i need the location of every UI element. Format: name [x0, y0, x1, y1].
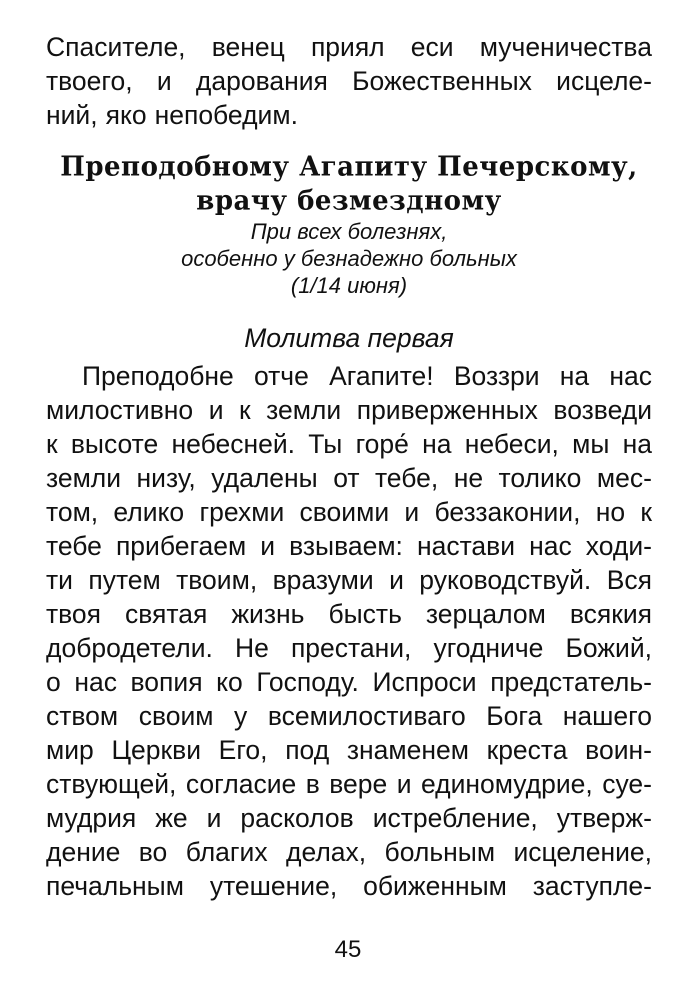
text-line: о нас вопия ко Господу. Испроси предстатель- — [46, 667, 652, 697]
book-page — [46, 30, 652, 903]
heading-date: (1/14 июня) — [290, 273, 408, 298]
text-line: ти путем твоим, вразуми и руководствуй. Вся — [46, 565, 652, 595]
prayer-title: Молитва первая — [244, 323, 454, 353]
text-line: твоего, и дарования Божественных исцеле- — [46, 66, 652, 96]
text-line: добродетели. Не престани, угодниче Божий, — [46, 633, 652, 663]
page-number: 45 — [334, 936, 362, 963]
text-line: мир Церкви Его, под знаменем креста воин- — [46, 735, 652, 765]
text-line: милостивно и к земли приверженных возведи — [46, 395, 652, 425]
text-line: мудрия же и расколов истребление, утверж- — [46, 803, 652, 833]
intro-paragraph — [46, 30, 652, 132]
text-line: к высоте небесней. Ты горе́ на небеси, мы на — [46, 429, 652, 459]
text-line: твоя святая жизнь бысть зерцалом всякия — [46, 599, 652, 629]
prayer-paragraph — [46, 359, 652, 903]
heading-title-line-2: врачу безмездному — [196, 185, 502, 217]
text-line: земли низу, удалены от тебе, не толико мес- — [46, 463, 652, 493]
text-line: Спасителе, венец приял еси мученичества — [46, 32, 652, 62]
heading-subtitle-line-2: особенно у безнадежно больных — [181, 246, 517, 271]
text-line: ством своим у всемилостиваго Бога нашего — [46, 701, 652, 731]
section-heading — [46, 150, 652, 299]
text-line: печальным утешение, обиженным заступле- — [46, 871, 652, 901]
text-line: дение во благих делах, больным исцеление, — [46, 837, 652, 867]
text-line: ний, яко непобедим. — [46, 100, 298, 130]
text-line: Преподобне отче Агапите! Воззри на нас — [82, 361, 652, 391]
text-line: тебе прибегаем и взываем: настави нас ходи- — [46, 531, 652, 561]
heading-subtitle-line-1: При всех болезнях, — [250, 219, 448, 244]
heading-title-line-1: Преподобному Агапиту Печерскому, — [60, 151, 638, 183]
text-line: ствующей, согласие в вере и единомудрие, суе- — [46, 769, 652, 799]
text-line: том, елико грехми своими и беззаконии, но к — [46, 497, 652, 527]
